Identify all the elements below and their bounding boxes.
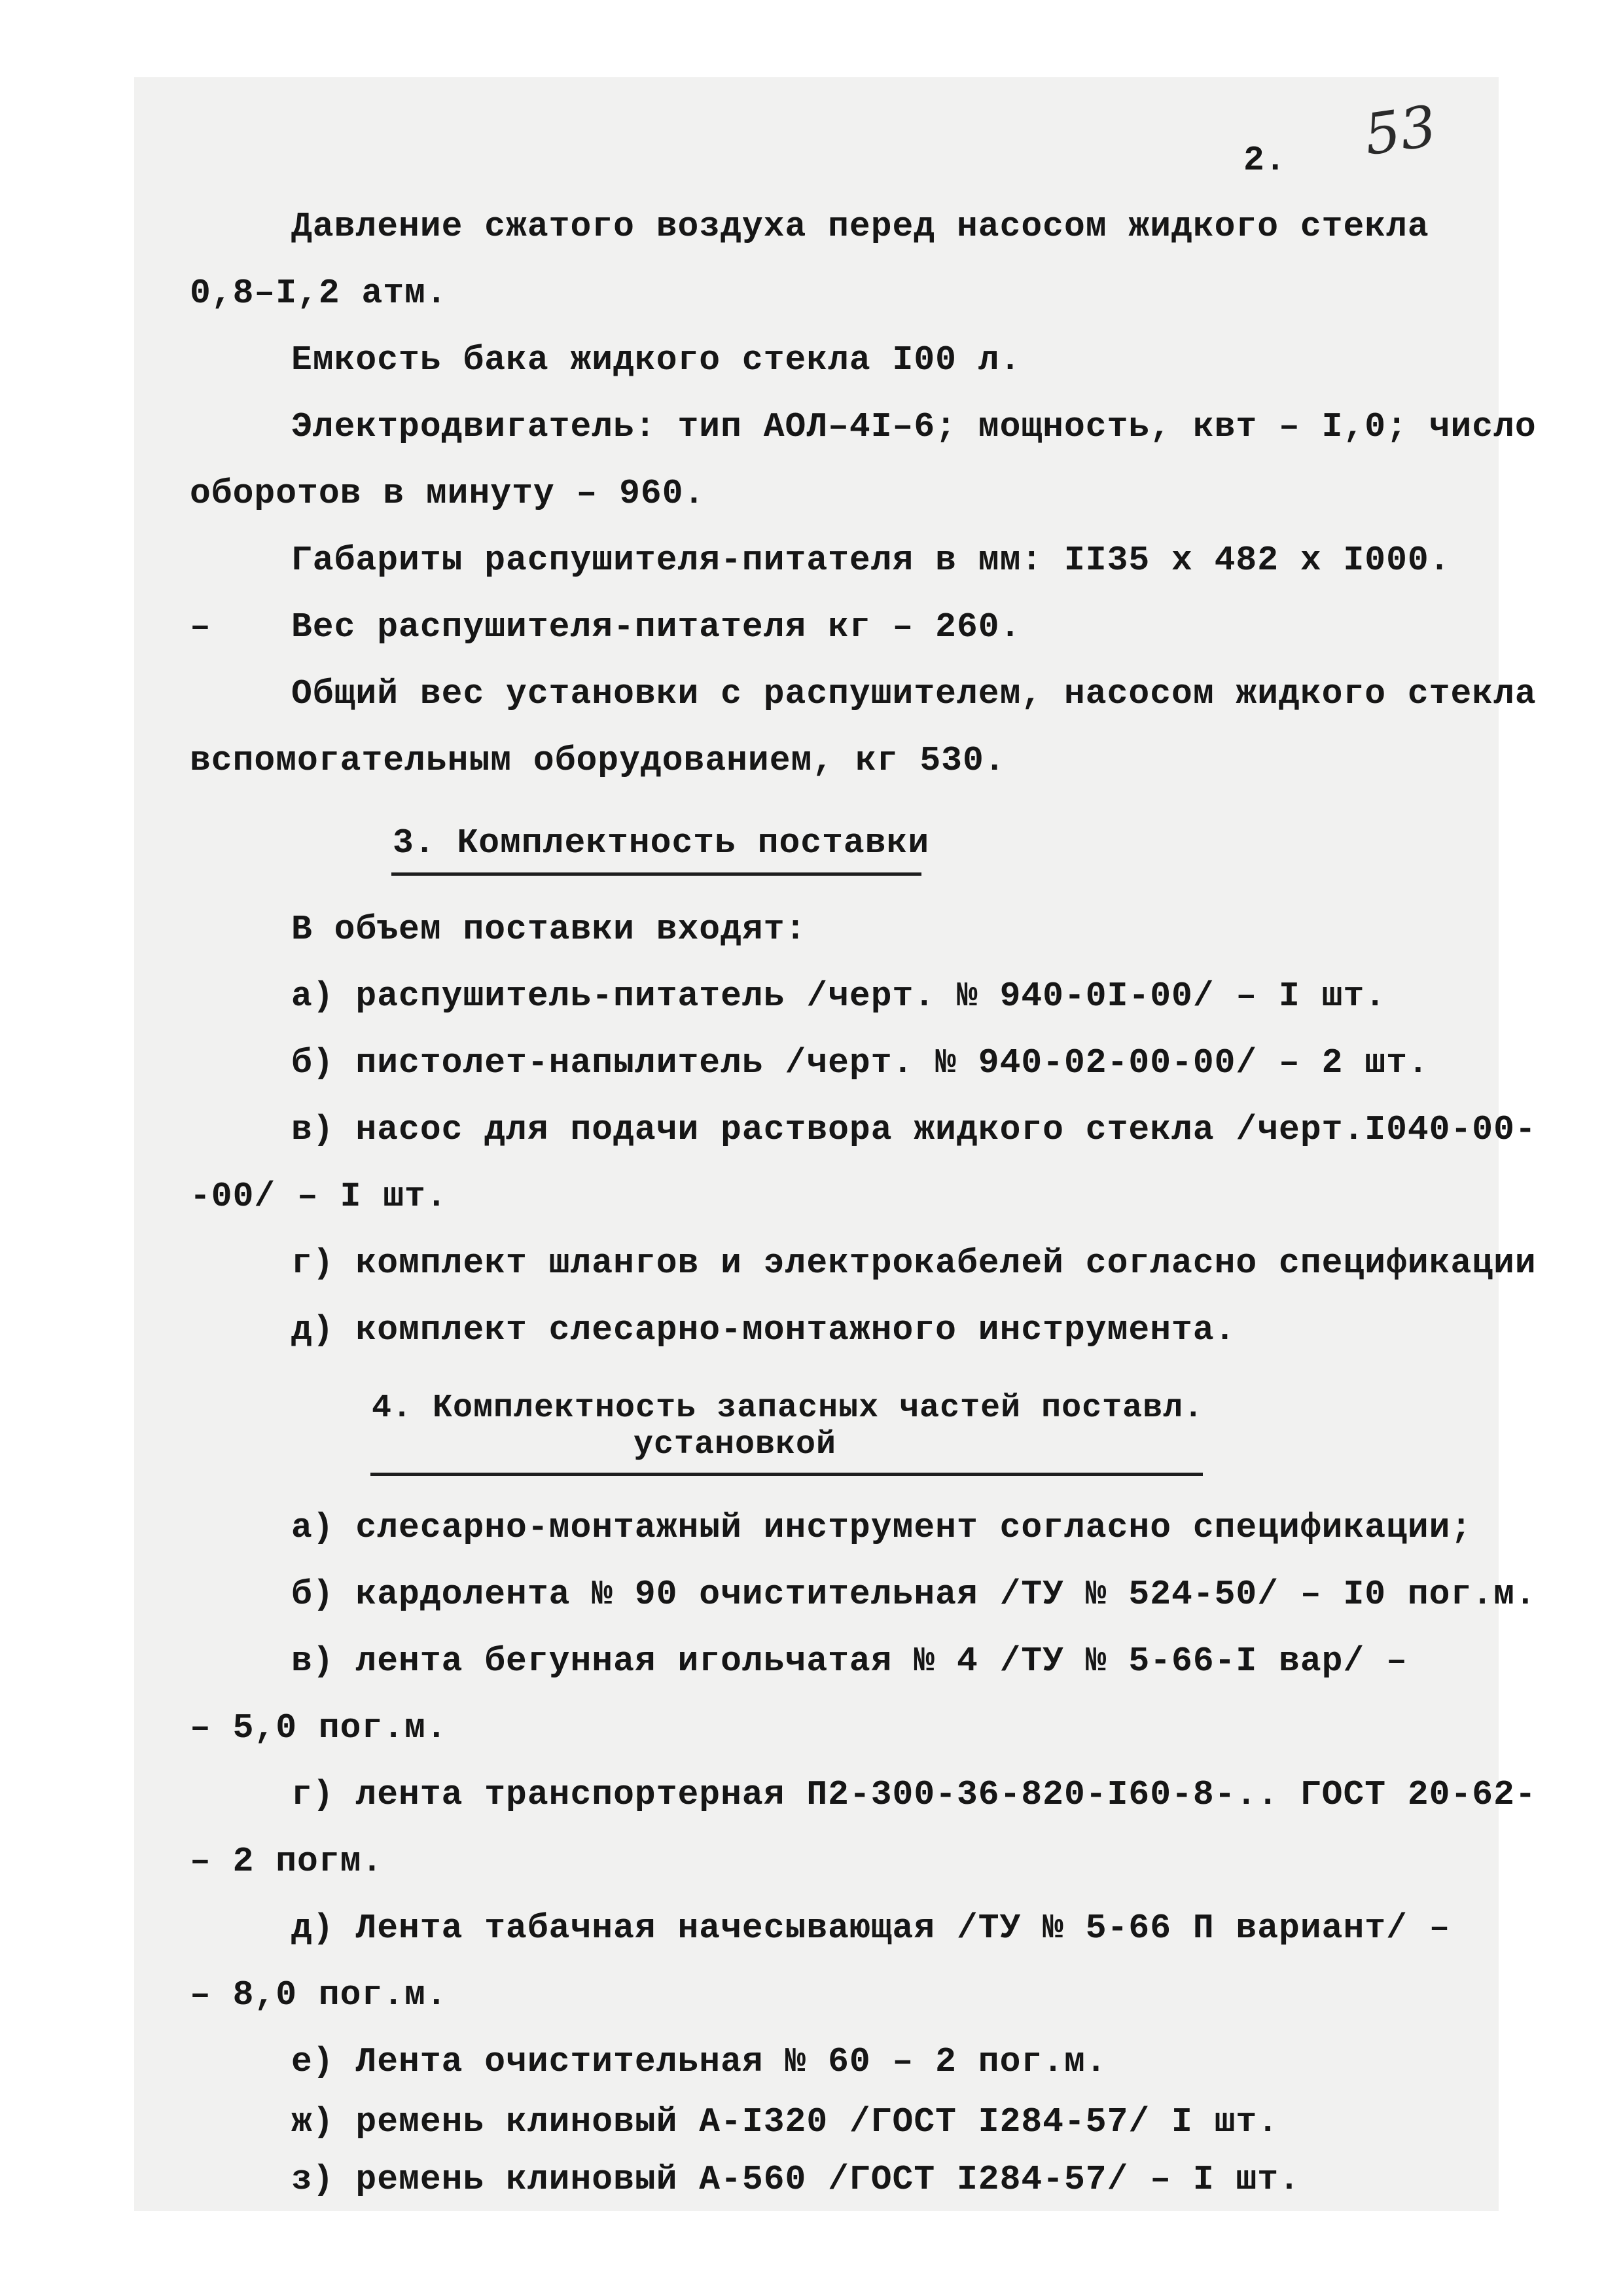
list-item: – 2 погм. xyxy=(190,1842,383,1881)
air-pressure-value: 0,8–I,2 атм. xyxy=(190,274,448,313)
tank-capacity-line: Емкость бака жидкого стекла I00 л. xyxy=(291,340,1022,380)
list-item: в) насос для подачи раствора жидкого стекла /черт.I040-00- xyxy=(291,1110,1537,1149)
section-4-heading-cont: установкой xyxy=(633,1426,837,1463)
list-item: г) комплект шлангов и электрокабелей согласно спецификации xyxy=(291,1244,1537,1283)
list-item: ж) ремень клиновый А-I320 /ГОСТ I284-57/ I шт. xyxy=(291,2102,1279,2142)
section-4-underline xyxy=(370,1473,1203,1476)
section-3-underline xyxy=(391,872,921,876)
list-item: г) лента транспортерная П2-300-36-820-I60-8-.. ГОСТ 20-62- xyxy=(291,1775,1537,1814)
total-weight-line-cont: вспомогательным оборудованием, кг 530. xyxy=(190,741,1006,780)
section-3-intro: В объем поставки входят: xyxy=(291,910,807,949)
list-item: б) пистолет-напылитель /черт. № 940-02-00-00/ – 2 шт. xyxy=(291,1043,1429,1083)
weight-line: Вес распушителя-питателя кг – 260. xyxy=(291,607,1022,647)
section-4-heading: 4. Комплектность запасных частей поставл. xyxy=(372,1390,1204,1427)
list-item: е) Лента очистительная № 60 – 2 пог.м. xyxy=(291,2042,1107,2081)
air-pressure-line: Давление сжатого воздуха перед насосом жидкого стекла xyxy=(291,207,1429,246)
section-3-heading: 3. Комплектность поставки xyxy=(393,823,930,863)
list-item: – 8,0 пог.м. xyxy=(190,1975,448,2015)
weight-dash: – xyxy=(190,607,211,647)
list-item: – 5,0 пог.м. xyxy=(190,1708,448,1748)
list-item: а) слесарно-монтажный инструмент согласно спецификации; xyxy=(291,1508,1472,1547)
list-item: -00/ – I шт. xyxy=(190,1177,448,1216)
motor-line-cont: оборотов в минуту – 960. xyxy=(190,474,705,513)
list-item: в) лента бегунная игольчатая № 4 /ТУ № 5-66-I вар/ – xyxy=(291,1641,1408,1681)
list-item: а) распушитель-питатель /черт. № 940-0I-00/ – I шт. xyxy=(291,977,1387,1016)
list-item: з) ремень клиновый А-560 /ГОСТ I284-57/ – I шт. xyxy=(291,2160,1300,2199)
total-weight-line: Общий вес установки с распушителем, насосом жидкого стекла xyxy=(291,674,1537,713)
list-item: б) кардолента № 90 очистительная /ТУ № 524-50/ – I0 пог.м. xyxy=(291,1575,1537,1614)
handwritten-page-number: 53 xyxy=(1360,93,1440,169)
page-number: 2. xyxy=(1243,141,1287,180)
dimensions-line: Габариты распушителя-питателя в мм: II35 х 482 х I000. xyxy=(291,541,1451,580)
list-item: д) комплект слесарно-монтажного инструмента. xyxy=(291,1310,1236,1350)
motor-line: Электродвигатель: тип АОЛ–4I–6; мощность, квт – I,0; число xyxy=(291,407,1537,446)
list-item: д) Лента табачная начесывающая /ТУ № 5-66 П вариант/ – xyxy=(291,1909,1451,1948)
